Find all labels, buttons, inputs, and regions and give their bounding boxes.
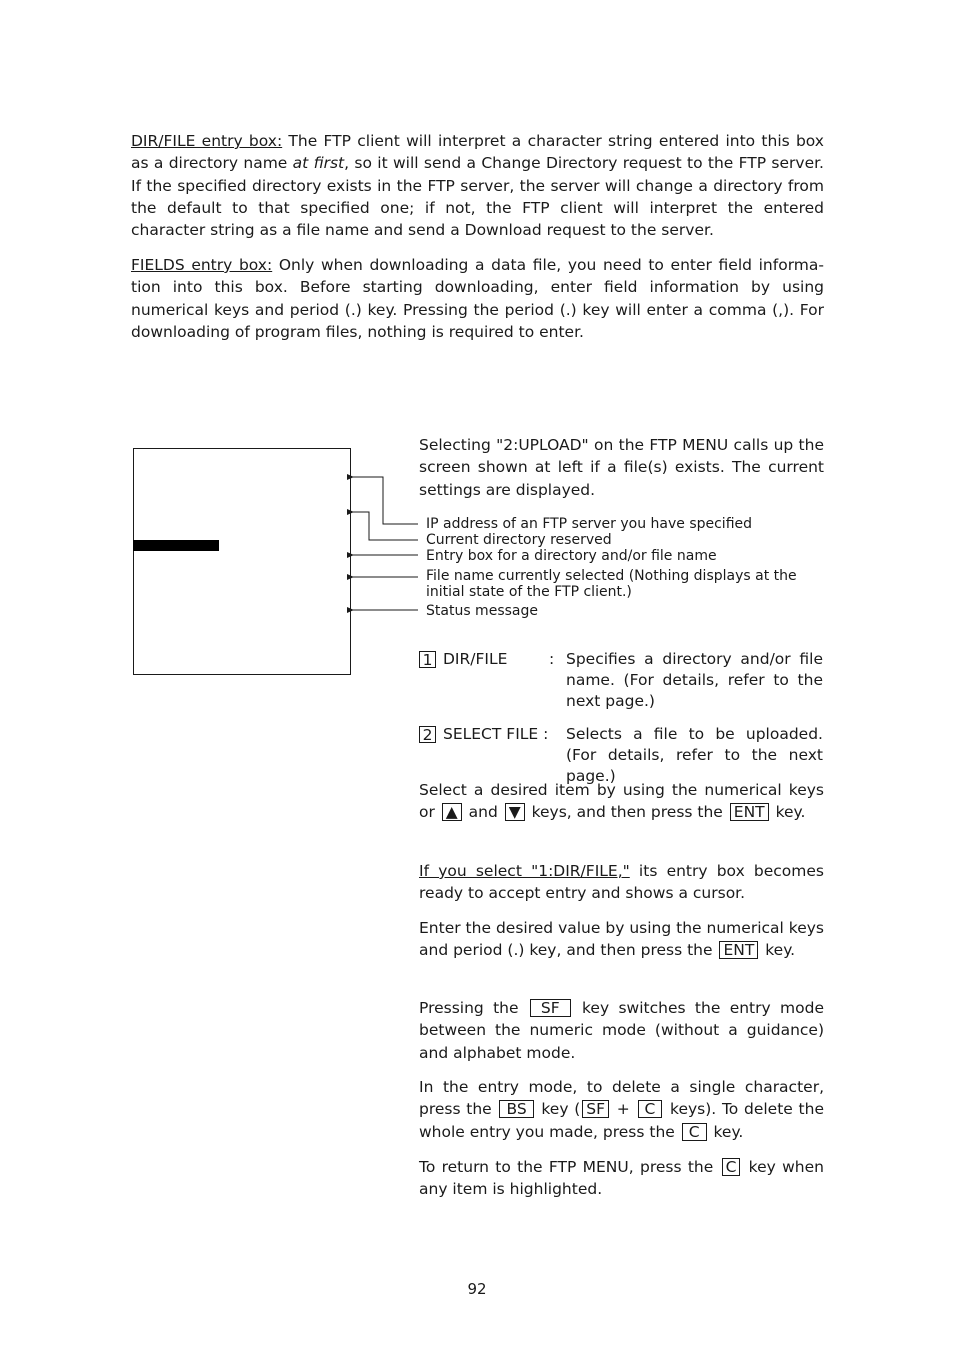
callout-status-message: Status message — [426, 603, 538, 619]
text: In the entry mode, to delete a single character, press the — [419, 1078, 824, 1119]
dirfile-text-2: , so it will send a Change Directory request to the FTP server. If the specified directory exists in the FTP server, the server will change a directory from the default to that specified one; if not, the FTP client will interpret the entered character string as a file name and send a Download request to the server. — [131, 154, 824, 240]
menu-description: Specifies a directory and/or file name. (For details, refer to the next page.) — [566, 650, 823, 710]
text: its entry box becomes ready to accept entry and shows a cursor. — [419, 862, 824, 903]
bs-key: BS — [499, 1100, 533, 1118]
page-number: 92 — [467, 1280, 487, 1298]
text: Pressing the — [419, 999, 528, 1017]
return-paragraph — [419, 1156, 824, 1201]
enter-value-paragraph — [419, 917, 824, 962]
dirfile-italic: at first — [292, 154, 345, 173]
menu-label: DIR/FILE — [443, 650, 508, 668]
ent-key: ENT — [730, 803, 769, 821]
dirfile-text-1: The FTP client will interpret a character string entered into this box as a directory name — [131, 132, 824, 173]
text: keys). To delete the whole entry you made, press the — [419, 1100, 824, 1141]
ent-key: ENT — [719, 941, 758, 959]
text: key when any item is highlighted. — [419, 1158, 824, 1199]
menu-item-dirfile — [419, 649, 824, 714]
text: key. — [770, 803, 806, 822]
dirfile-label: DIR/FILE entry box: — [131, 132, 283, 150]
c-key: C — [638, 1100, 663, 1118]
menu-label: SELECT FILE : — [443, 725, 549, 743]
menu-item-select-file — [419, 724, 824, 785]
callout-current-directory: Current directory reserved — [426, 532, 612, 548]
sf-key: SF — [530, 999, 571, 1017]
text: key. — [760, 941, 796, 960]
upload-intro: Selecting "2:UPLOAD" on the FTP MENU calls up the screen shown at left if a file(s) exists. The current settings are displayed. — [419, 436, 824, 499]
fields-text: Only when downloading a data file, you need to enter field informa- tion into this box. Before starting downloading, enter field information by using numerical keys and period (.) key. Pressing the period (.) key will enter a comma (,). For downloading of program files, nothing is required to enter. — [131, 256, 824, 341]
down-arrow-key-icon: ▼ — [505, 803, 525, 821]
sf-key: SF — [582, 1100, 609, 1118]
text: Select a desired item by using the numerical keys or — [419, 781, 824, 822]
text: keys, and then press the — [526, 803, 728, 822]
dirfile-select-label: If you select "1:DIR/FILE," — [419, 862, 630, 880]
delete-paragraph — [419, 1076, 824, 1143]
up-arrow-key-icon: ▲ — [442, 803, 462, 821]
sf-key-paragraph — [419, 997, 824, 1064]
menu-number: 2 — [419, 726, 436, 743]
text: To return to the FTP MENU, press the — [419, 1158, 720, 1176]
fields-label: FIELDS entry box: — [131, 256, 273, 274]
callout-file-name: File name currently selected (Nothing displays at the initial state of the FTP client.) — [426, 568, 797, 600]
text: key ( — [535, 1100, 581, 1119]
text: Enter the desired value by using the numerical keys and period (.) key, and then press the — [419, 919, 824, 960]
c-key: C — [722, 1158, 741, 1176]
text: key switches the entry mode between the numeric mode (without a guidance) and alphabet mode. — [419, 999, 824, 1062]
select-instructions — [419, 779, 824, 824]
menu-description: Selects a file to be uploaded. (For details, refer to the next page.) — [566, 725, 823, 785]
callout-entry-box: Entry box for a directory and/or file name — [426, 548, 717, 564]
leader-ip-address — [353, 477, 418, 524]
leader-current-directory — [353, 512, 418, 540]
menu-colon: : — [549, 650, 555, 668]
menu-number: 1 — [419, 651, 436, 668]
plus-sign: + — [611, 1100, 636, 1119]
text: and — [463, 803, 503, 822]
callout-ip-address: IP address of an FTP server you have specified — [426, 516, 753, 532]
text: key. — [708, 1122, 744, 1141]
dirfile-select-paragraph — [419, 860, 824, 905]
c-key: C — [682, 1123, 707, 1141]
